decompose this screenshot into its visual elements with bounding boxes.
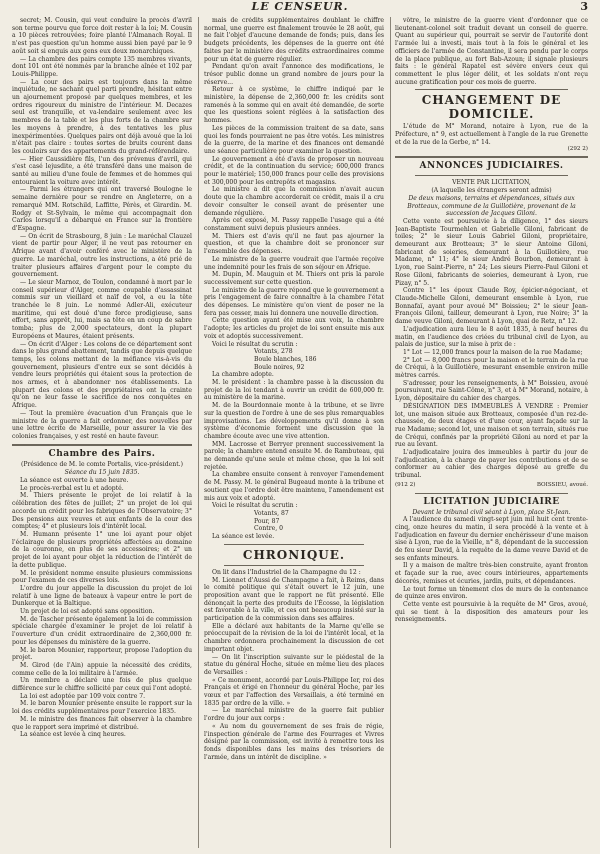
paragraph: M. Thiers est d'avis qu'il ne faut pas ajourner la question, et que la chambre doit se prononcer sur l'ensemble des dépenses. [204,232,384,256]
paragraph: M. le président nomme ensuite plusieurs commissions pour l'examen de ces diverses lois. [12,569,192,585]
page-header [12,0,588,14]
paragraph: L'adjudicataire jouira des immeubles à partir du jour de l'adjudication, à la charge de payer les contributions et de se conformer au cahier des charges déposé au greffe du tribunal. [395,449,588,480]
paragraph: M. le ministre des finances fait observer à la chambre que le rapport sera imprimé et distribué. [12,715,192,731]
section-divider [224,565,364,566]
chambre-subtitle: (Présidence de M. le comte Portalis, vice-président.) [21,460,183,468]
paragraph: Le ministre a dit que la commission n'avait aucun doute que la chambre accorderait ce crédit, mais il a cru devoir consulter le conseil avant de présenter une demande régulière. [204,186,384,217]
chambre-section [12,449,192,739]
vote-line: Boule noires, 92 [254,363,305,371]
paragraph: S'adresser, pour les renseignements, à M° Boissieu, avoué poursuivant, rue Saint-Côme, n° 3, et à M° Morand, notaire, à Lyon, dépositaire du cahier des charges. [395,379,588,403]
paragraph: Après cet exposé, M. Passy rappelle l'usage qui a été constamment suivi depuis plusieurs années. [204,217,384,232]
paragraph: — La chambre des pairs compte 135 membres vivants, dont 101 ont été nommés par la branche aînée et 102 par Louis-Philippe. [12,55,192,78]
paragraph: Le ministre de la guerre répond que le gouvernement a pris l'engagement de faire connaître à la chambre l'état des dépenses. Le ministère qu'on vient de poser ne la fera pas cesser, mais lui donnera une nouvelle direction. [204,286,384,317]
vote-result: La chambre adopte. [212,371,274,379]
paragraph: — Parmi les étrangers qui ont traversé Boulogne le semaine dernière pour se rendre en Angleterre, on a remarqué MM. Rotschild, Laffitte, Pérès, et Girardin. M. Rodgy et St-Sylvain, le même qui accompagnait don Carlos lorsqu'il a débarqué en France sur la frontière d'Espagne. [12,186,192,232]
paragraph: Cette vente est poursuivie à la requête de M° Gros, avoué, qui se tient à la disposition des amateurs pour les renseignements. [395,601,588,624]
annonce-summary: De deux maisons, terrains et dépendances, situés aux Brotteaux, commune de la Guillotière, provenant de la succession de Jacques Giloni. [407,194,576,218]
paragraph: MM. Lacrosse et Berryer prennent successivement la parole; la chambre entend ensuite M. de Rambuteau, qui ne demande qu'une seule et même chose, que la loi soit rejetée. [204,440,384,471]
paragraph: 1° Lot — 12,000 francs pour la maison de la rue Madame; [403,348,583,356]
column-1 [12,17,192,848]
paragraph: — On écrit d'Alger : Les colons de ce département sont dans le plus grand abattement, tandis que depuis quelque temps, les colons mettant de la méfiance vis-à-vis du gouvernement, plusieurs d'entre eux se sont décidés à vendre leurs propriétés qui étaient sous la protection de nos armes, et à abandonner nos établissements. La plupart des colons et des propriétaires ont la crainte qu'on ne leur fasse le sacrifice de nos conquêtes en Afrique. [12,340,192,410]
paragraph: Pendant qu'on avait l'annonce des modifications, le trésor public donne un grand nombre de jours pour la réserve... [204,63,384,86]
paragraph: On lit dans l'Industriel de la Champagne du 12 : [212,568,361,576]
column-rule [390,17,391,848]
section-divider [415,89,568,90]
vote-line: Contre, 0 [254,525,283,533]
paragraph: M. le baron Mounier présente ensuite le rapport sur la loi des crédits supplémentaires pour l'exercice 1835. [12,700,192,716]
paragraph: Voici le résultat du scrutin : [212,502,298,510]
paragraph: — La cour des pairs est toujours dans la même inquiétude, ne sachant quel parti prendre, hésitant entre un ajournement proposé par quelques membres, et les ordres rigoureux du ministre de l'intérieur. M. Decazes seul est tranquille, et va-lendaire seulement avec les membres de la table et les plus forts de la chambre sur les moyens à prendre, à des tentatives les plus inexpérimentées. Quelques pairs ont déjà avoué que la loi n'était pas claire : toutes sortes de bruits courent dans les couloirs sur des appartements du grand-référendaire. [12,78,192,155]
paragraph: secret; M. Cousin, qui veut conduire la procès d'avril son terme pourvu que force doit rester à la loi; M. Cousin a 10 pièces retrouvées; foire planté l'Almanach Royal. Il n'est pas question qu'un homme aussi bien payé par le 9 août soit si enquis aux gens eux deux monarchiques. [12,17,192,55]
paragraph: M. de Tascher présente également la loi de commission spéciale chargée d'examiner le projet de loi relatif à l'ouverture d'un crédit extraordinaire de 2,360,000 fr. pour les dépenses du ministère de la guerre. [12,615,192,646]
paragraph: L'adjudication aura lieu le 8 août 1835, à neuf heures du matin, en l'audience des criées du tribunal civil de Lyon, au palais de justice, sur la mise à prix de : [395,325,588,349]
chambre-title: Chambre des Pairs. [48,448,156,459]
col1-paragraphs [12,17,192,441]
paragraph: DÉSIGNATION DES IMMEUBLES À VENDRE : Premier lot, une maison située aux Brotteaux, composée d'un rez-de-chaussée, de deux étages et d'une cour, ayant façade sur la rue Madame; second lot, une maison et son terrain, situés rue de Créqui, confinés par la propriété Giloni au nord et par la rue au levant. [395,402,588,449]
paragraph: 2° Lot — 8,000 francs pour la maison et le terrain de la rue de Créqui, à la Guillotière, mesurant ensemble environ mille mètres carrés. [395,356,588,380]
paragraph: L'étude de M° Morand, notaire à Lyon, rue de la Préfecture, n° 9, est actuellement à l'angle de la rue Grenette et de la rue de la Gerbe, n° 14. [395,123,588,146]
paragraph: M. Humann présente 1° une loi ayant pour objet l'éclairage de plusieurs propriétés affectées au domaine de la couronne, en plus de ses accessoires; et 2° un projet de loi ayant pour objet la réduction de l'intérêt de la dette publique. [12,531,192,569]
reference-number: (912 2) [395,481,416,488]
paragraph: M. le président : la chambre passe à la discussion du projet de la loi tendant à ouvrir un crédit de 600,000 fr. au ministère de la marine. [204,379,384,402]
vote-tally [204,510,384,533]
chronique-title: CHRONIQUE. [242,547,346,562]
paragraph: Voici le résultat du scrutin : [212,340,298,348]
paragraph: Il y a maison de maître très-bien construite, ayant fronton et façade sur la rue, avec cours intérieures, appartements décorés, remises et écuries, jardin, puits, et dépendances. [395,562,588,585]
paragraph: vôtre, le ministre de la guerre vient d'ordonner que ce lieutenant-colonel soit traduit devant un conseil de guerre. Quant au supérieur qui, pourrait se servir de l'autorité dont l'armée lui a investi, mais tout à la fois le général et les officiers de l'armée de Constantine, il sera pendu par le corps de la place publique, au fort Bab-Azoun; il signale plusieurs faits : le général Rapatel est sévère envers ceux qui commettent le plus léger délit, et les soldats n'ont reçu aucune gratification pour ces mois de guerre. [395,17,588,86]
paragraph: Cette vente est poursuivie à la diligence, 1° des sieurs Jean-Baptiste Tourmehlen et Gabrielle Giloni, fabricant de toiles; 2° le sieur Louis Gabriel Giloni, propriétaire, demeurant aux Brotteaux; 3° le sieur Antoine Giloni, fabricant de soieries, demeurant à la Guillotière, rue Madame, n° 11; 4° le sieur André Bourbon, demeurant à Lyon, rue Saint-Pierre, n° 24; Les sieurs Pierre-Paul Giloni et Rose Giloni, fabricants de soieries, demeurant à Lyon, rue Pizay, n° 5. [395,217,588,287]
section-divider [12,444,192,446]
domicile-title: CHANGEMENT DE DOMICILE. [421,93,562,122]
paragraph: La séance est ouverte à une heure. [20,477,129,485]
paragraph: Retour à ce système, le chiffre indiqué par le ministère, la dépense de 2,360,000 fr. les crédits sont ramenés à la somme qui en avait été demandée, de sorte que les questions soient réglées à la satisfaction des hommes. [204,86,384,125]
paragraph: A l'audience du samedi vingt-sept juin mil huit cent trente-cinq, onze heures du matin, il sera procédé à la vente et à l'adjudication en faveur du dernier enchérisseur d'une maison sise à Lyon, rue de la Vieille, n° 8, dépendant de la succession de feu sieur David, à la requête de la dame veuve David et de ses enfants mineurs. [395,516,588,562]
annonce-lead: (A laquelle les étrangers seront admis) [431,187,552,195]
paragraph: Un projet de loi est adopté sans opposition. [20,608,155,616]
paragraph: — Tout la première évacuation d'un Français que le ministre de la guerre a fait ordonner, des nouvelles par une lettre écrite de Marseille, pour assurer la vie des colonies françaises, y est resté en haute faveur. [12,409,192,440]
section-divider [415,175,568,176]
section-divider [224,544,364,545]
paragraph: « Ce monument, accordé par Louis-Philippe Ier, roi des Français et érigé en l'honneur du général Hoche, par les vœux et par l'affection des Versaillais, a été terminé en 1835 par ordre de la ville. » [204,676,384,707]
signature: BOISSIEU, avoué. [536,481,588,488]
licitation-summary: Devant le tribunal civil séant à Lyon, place St-Jean. [412,508,571,516]
page-number: 3 [580,0,588,13]
section-divider [415,493,568,494]
vote-tally [204,348,384,371]
annonce-heading: VENTE PAR LICITATION, [452,179,531,187]
reference-number: (292 2) [567,146,588,153]
column-rule [198,17,199,848]
paragraph: M. Thiers présente le projet de loi relatif à la célébration des fêtes de juillet; 2° un projet de loi qui accorde un crédit pour les fabriques de l'Observatoire; 3° Des pensions aux veuves et aux enfants de la cour des comptes; 4° et plusieurs lois d'intérêt local. [12,492,192,531]
vote-line: Votants, 87 [254,510,289,517]
paragraph: — Hier Caussidière fils, l'un des prévenus d'avril, qui s'est casé lejusdite, a été transféré dans une maison de santé au milieu d'une foule de femmes et de hommes qui entouraient la voiture avec intérêt. [12,155,192,186]
paragraph: Cette question ayant été mise aux voix, la chambre l'adopte; les articles du projet de loi sont ensuite mis aux voix et adoptés successivement. [204,317,384,340]
paragraph: L'ordre du jour appelle la discussion du projet de loi relatif à une ligne de bateaux à vapeur entre le port de Dunkerque et la Baltique. [12,584,192,608]
column-2 [204,17,384,848]
paragraph: Les pièces de la commission traitent de sa date, sans quoi les fonds pourraient ne pas être votés. Les ministres de la guerre, de la marine et des finances ont demandé une séance particulière pour examiner la question. [204,124,384,155]
paragraph: — Le sieur Marnoz, de Toulon, condamné à mort par le conseil supérieur d'Alger, comme coupable d'assassinat commis sur un vieillard et naïf de vol, a eu la tête tranchée le 8 juin. Le nommé Adler-Ali, exécuteur maritime, qui est doué d'une force prodigieuse, sans effort, sans apprêt, lui, mais sa tête en un coup de sabre tomba; plus de 2,000 spectateurs, dont la plupart Européens et Maures, étaient présents. [12,278,192,340]
paragraph: Le ministre de la guerre voudrait que l'armée reçoive une indemnité pour les frais de son séjour en Afrique. [204,255,384,271]
paragraph: La séance est levée à cinq heures. [20,731,126,739]
annonces-title: ANNONCES JUDICIAIRES. [419,161,564,172]
chambre-date: Séance du 15 juin 1835. [64,469,140,477]
column-3 [395,17,588,848]
annonce-footer [395,482,588,490]
paragraph: La chambre ensuite consent à renvoyer l'amendement de M. Passy. M. le général Bugeaud monte à la tribune et soutient que l'ordre doit être maintenu, l'amendement est mis aux voix et adopté. [204,471,384,502]
paragraph: La loi est adoptée par 109 voix contre 7. [20,692,146,700]
paragraph: Le tout forme un tènement clos de murs de la contenance de quinze ares environ. [395,585,588,601]
newspaper-title: LE CENSEUR. [251,0,349,13]
paragraph: — Le maréchal ministre de la guerre fait publier l'ordre du jour aux corps : [204,707,384,723]
paragraph: — On écrit de Strasbourg, 8 juin : Le maréchal Clauzel vient de partir pour Alger, il ne veut pas retourner en Afrique avant d'avoir conféré avec le ministère de la guerre. Le maréchal, outre les instructions, a été prié de traiter plusieurs affaires d'argent pour le compte du gouvernement. [12,232,192,279]
paragraph: Le gouvernement a été d'avis de proposer un nouveau crédit, et de la continuation du service; 600,000 francs pour le matériel; 150,000 francs pour celle des provisions et 300,000 pour les entrepôts et magasins. [204,155,384,186]
paragraph: M. Girod (de l'Ain) appuie la nécessité des crédits, comme celle de la loi militaire à l'armée. [12,661,192,677]
paragraph: Contre 1° les époux Claude Roy, épicier-négociant, et Claude-Michelle Giloni, demeurant ensemble à Lyon, rue Bonnafaï, ayant pour avoué M° Boissieu; 2° le sieur Jean-François Giloni, tailleur, demeurant à Lyon, rue Noire; 3° la dame veuve Giloni, demeurant à Lyon, quai de Retz, n° 12. [395,287,588,326]
paragraph: M. de la Bourdonnaie monte à la tribune, et se livre sur la question de l'ordre à une de ses plus remarquables improvisations. Les développements qu'il donne à son système d'économie forment une discussion que la chambre écoute avec une vive attention. [204,402,384,440]
paragraph: M. Lionnet d'Aussi de Champagne a fait, à Reims, dans le comité politique qui s'était ouvert le 12 juin, une proposition avant que le rapport ne fût présenté. Elle dénonçait la perte des produits de l'Écosse, la législation est favorable à la ville, et ces ont beaucoup insisté sur la participation de la commission dans ses affaires. [204,576,384,623]
paragraph: — On lit l'inscription suivante sur le piédestal de la statue du général Hoche, située en même lieu des places de Versailles : [204,653,384,676]
vote-result: La séance est levée. [212,533,275,541]
vote-line: Votants, 278 [254,348,293,356]
vote-line: Pour, 87 [254,517,280,525]
paragraph: M. le baron Mounier, rapporteur, propose l'adoption du projet. [12,646,192,662]
vote-line: Boule blanches, 186 [254,355,317,363]
paragraph: Elle a déclaré aux habitants de la Marne qu'elle se préoccupait de la révision de la loi de l'intérêt local, et la chambre ordonnera prochainement la discussion de cet important objet. [204,622,384,653]
paragraph: M. Dupin, M. Mauguin et M. Thiers ont pris la parole successivement sur cette question. [204,271,384,286]
paragraph: mais de crédits supplémentaires doublant le chiffre normal, une guerre est finalement trouvée le 28 août, qui ne fait l'objet d'aucune demande de fonds; puis, dans les budgets précédents, les dépenses de la guerre ont été faites par le ministère des crédits extraordinaires comme pour un état de guerre régulier. [204,17,384,63]
paragraph: « Au nom du gouvernement de ses frais de régie, l'inspection générale de l'arme des Fourrages et Vivres désigné par la commission, est invité à remettre tous les fonds disponibles dans les mains des trésoriers de l'armée, dans un intérêt de discipline. » [204,722,384,761]
paragraph: Le procès-verbal est lu et adopté. [20,484,124,492]
licitation-title: LICITATION JUDICIAIRE [423,496,560,507]
section-divider [395,156,588,158]
paragraph: Un membre a déclaré une fois de plus quelque différence sur le chiffre sollicité par ceux qui l'ont adopté. [12,677,192,693]
